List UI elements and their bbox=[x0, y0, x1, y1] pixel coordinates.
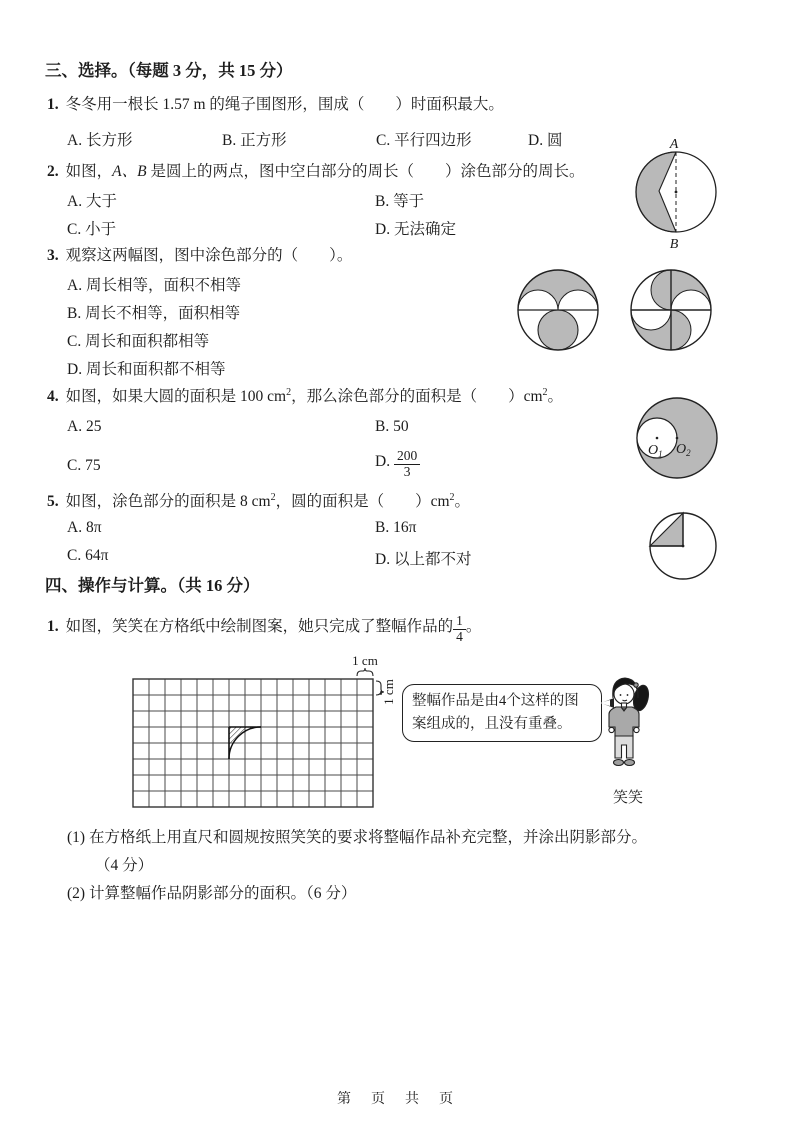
q5-center-dot bbox=[682, 545, 685, 548]
question-4 bbox=[47, 386, 563, 407]
section3-title: 三、选择。（每题 3 分，共 15 分） bbox=[45, 61, 293, 80]
grid-lines bbox=[133, 679, 373, 807]
question-3 bbox=[47, 245, 352, 266]
girl-neck bbox=[622, 703, 627, 707]
grid-right-cm-label: 1 cm bbox=[381, 679, 396, 705]
q2-center-dot bbox=[675, 191, 678, 194]
q4-small-center-dot bbox=[656, 437, 659, 440]
q4-option-b: B. 50 bbox=[375, 418, 409, 435]
grid-figure bbox=[120, 645, 410, 817]
q1-option-a: A. 长方形 bbox=[67, 132, 133, 149]
q5-circle-diagram bbox=[648, 511, 720, 583]
girl-pants bbox=[615, 736, 633, 758]
s4q1-text-2: 。 bbox=[465, 618, 482, 635]
girl-shoe-left bbox=[614, 760, 624, 766]
girl-figure bbox=[609, 678, 651, 766]
girl-eye-right bbox=[627, 694, 629, 696]
q2-shaded-region bbox=[636, 152, 676, 232]
question-4-text-2: ，那么涂色部分的面积是（ ）cm bbox=[291, 388, 543, 405]
q1-option-b: B. 正方形 bbox=[222, 132, 287, 149]
speech-bubble bbox=[402, 684, 602, 742]
q3-option-b: B. 周长不相等，面积相等 bbox=[67, 305, 241, 322]
s4q1-fraction-denominator: 4 bbox=[456, 629, 463, 644]
q4-option-d-letter: D. bbox=[375, 452, 391, 470]
question-3-number: 3. bbox=[47, 247, 59, 264]
question-4-text-1: 如图，如果大圆的面积是 100 cm bbox=[65, 388, 287, 405]
q5-option-a: A. 8π bbox=[67, 519, 102, 536]
question-2-text-post: 是圆上的两点，图中空白部分的周长（ ）涂色部分的周长。 bbox=[146, 163, 585, 180]
q5-option-b: B. 16π bbox=[375, 519, 417, 536]
question-4-sup-1: 2 bbox=[286, 386, 292, 398]
question-2 bbox=[47, 161, 584, 182]
s4q1-sub2: (2) 计算整幅作品阴影部分的面积。（6 分） bbox=[67, 885, 357, 902]
girl-illustration bbox=[601, 672, 655, 784]
q3l-shaded-bottom-circle bbox=[538, 310, 578, 350]
s4q1-fraction-numerator: 1 bbox=[453, 614, 466, 630]
q3-option-a: A. 周长相等，面积不相等 bbox=[67, 277, 241, 294]
q4-option-a: A. 25 bbox=[67, 418, 102, 435]
s4q1-sub1: (1) 在方格纸上用直尺和圆规按照笑笑的要求将整幅作品补充完整，并涂出阴影部分。 bbox=[67, 829, 647, 846]
q2-option-d: D. 无法确定 bbox=[375, 221, 456, 238]
q4-large-center-dot bbox=[676, 437, 679, 440]
s4q1-number: 1. bbox=[47, 618, 59, 635]
question-5-text-3: 。 bbox=[454, 493, 471, 510]
q4-fraction-denominator: 3 bbox=[403, 463, 411, 479]
question-1 bbox=[47, 94, 504, 115]
speech-bubble-text: 整幅作品是由4个这样的图案组成的，且没有重叠。 bbox=[412, 693, 579, 732]
question-5-text-1: 如图，涂色部分的面积是 8 cm bbox=[65, 493, 271, 510]
girl-shoe-right bbox=[625, 760, 635, 766]
question-4-sup-2: 2 bbox=[542, 386, 548, 398]
question-5-sup-1: 2 bbox=[270, 491, 276, 503]
q4-option-d bbox=[375, 449, 420, 480]
question-5-number: 5. bbox=[47, 493, 59, 510]
q3-option-c: C. 周长和面积都相等 bbox=[67, 333, 210, 350]
page-footer: 第 页 共 页 bbox=[337, 1092, 456, 1107]
girl-eye-left bbox=[620, 694, 622, 696]
section4-title: 四、操作与计算。（共 16 分） bbox=[45, 576, 260, 595]
section4-question-1 bbox=[47, 609, 481, 645]
question-1-text: 冬冬用一根长 1.57 m 的绳子围图形，围成（ ）时面积最大。 bbox=[65, 96, 504, 113]
q3-option-d: D. 周长和面积都不相等 bbox=[67, 361, 226, 378]
s4q1-fraction bbox=[453, 614, 466, 645]
question-3-text: 观察这两幅图，图中涂色部分的（ ）。 bbox=[65, 247, 353, 264]
s4q1-text-1: 如图，笑笑在方格纸中绘制图案，她只完成了整幅作品的 bbox=[65, 618, 454, 635]
q5-option-d: D. 以上都不对 bbox=[375, 551, 472, 568]
question-2-points-ab: A、B bbox=[112, 163, 147, 180]
question-5 bbox=[47, 491, 470, 512]
q3r-shaded-arm-top bbox=[651, 270, 711, 310]
q3-left-circle-diagram bbox=[516, 268, 600, 352]
q2-option-a: A. 大于 bbox=[67, 193, 117, 210]
question-2-number: 2. bbox=[47, 163, 59, 180]
girl-hair-tie bbox=[634, 683, 638, 687]
grid-top-brace bbox=[357, 668, 373, 676]
grid-top-cm-label: 1 cm bbox=[352, 653, 378, 668]
question-4-text-3: 。 bbox=[547, 388, 564, 405]
q2-option-c: C. 小于 bbox=[67, 221, 117, 238]
q2-label-a: A bbox=[669, 137, 679, 152]
q4-label-o1: $O_1$ bbox=[648, 443, 663, 459]
q4-circle-diagram bbox=[630, 391, 726, 487]
q4-option-d-fraction bbox=[394, 449, 420, 480]
q1-option-d: D. 圆 bbox=[528, 132, 563, 149]
girl-name-label: 笑笑 bbox=[612, 790, 643, 806]
q4-fraction-numerator: 200 bbox=[394, 449, 420, 465]
q2-option-b: B. 等于 bbox=[375, 193, 425, 210]
q3-right-circle-diagram bbox=[629, 268, 713, 352]
question-1-number: 1. bbox=[47, 96, 59, 113]
q2-circle-diagram bbox=[628, 134, 724, 254]
girl-hand-left bbox=[609, 727, 614, 732]
s4q1-sub1-score: （4 分） bbox=[95, 857, 154, 874]
girl-hand-right bbox=[634, 727, 639, 732]
question-2-text-pre: 如图， bbox=[65, 163, 113, 180]
q2-label-b: B bbox=[669, 237, 679, 252]
question-5-sup-2: 2 bbox=[449, 491, 455, 503]
question-4-number: 4. bbox=[47, 388, 59, 405]
q1-option-c: C. 平行四边形 bbox=[376, 132, 472, 149]
q3r-shaded-arm-bottom bbox=[631, 310, 691, 350]
q4-option-c: C. 75 bbox=[67, 457, 101, 474]
q4-label-o2: $O_2$ bbox=[676, 442, 691, 458]
question-5-text-2: ，圆的面积是（ ）cm bbox=[275, 493, 450, 510]
q5-option-c: C. 64π bbox=[67, 547, 109, 564]
